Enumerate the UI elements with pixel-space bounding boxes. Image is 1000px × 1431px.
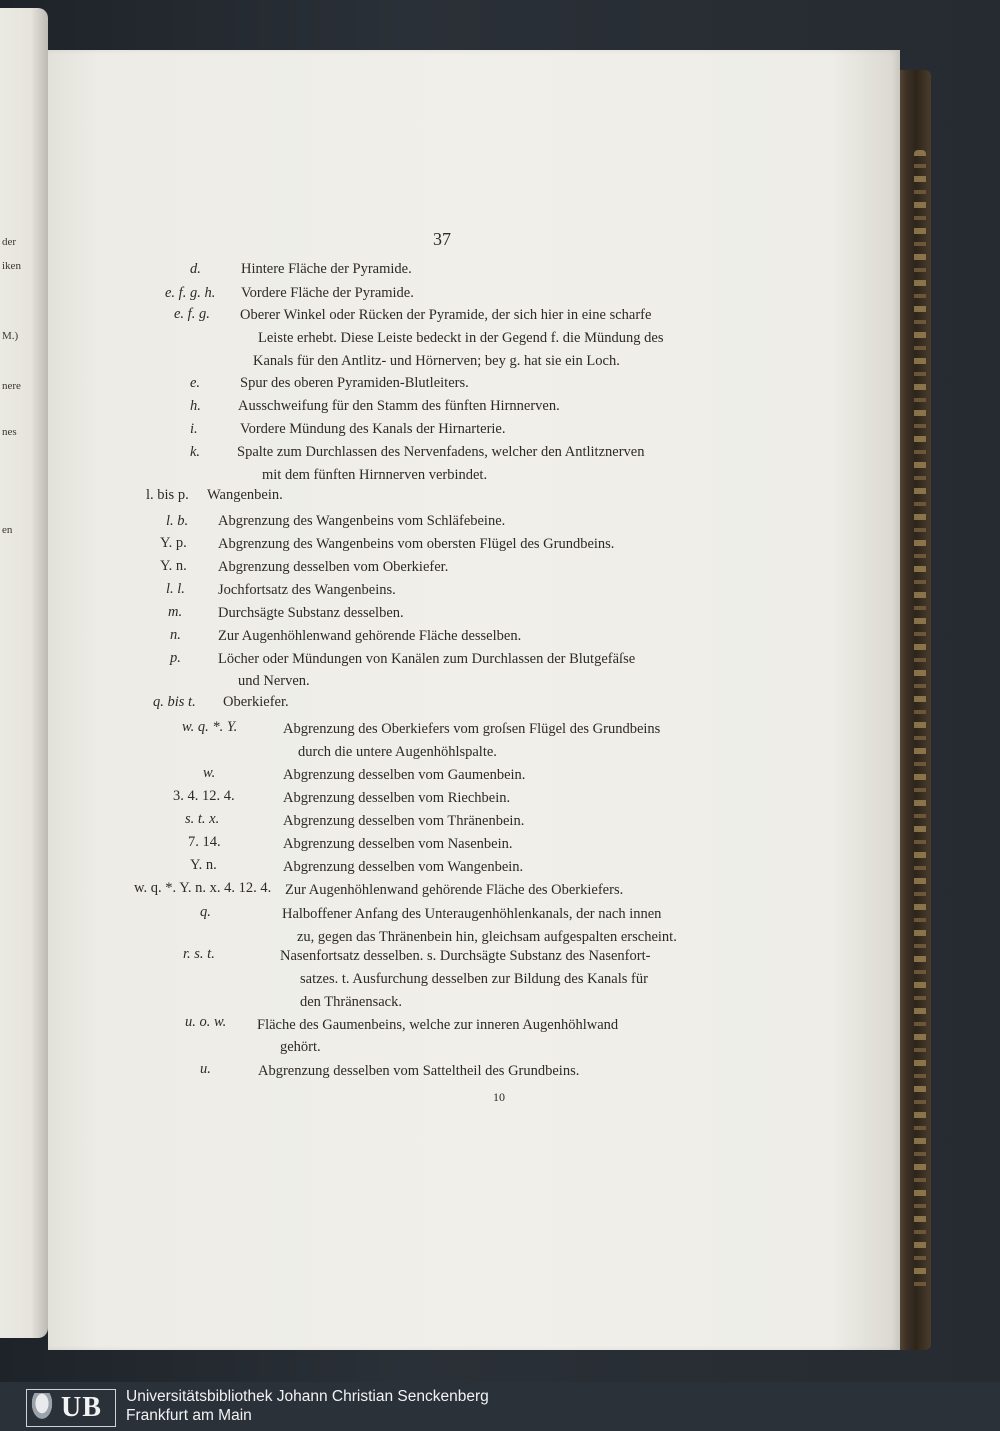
- entry-text: Abgrenzung des Oberkiefers vom groſsen Flügel des Grundbeins: [283, 721, 661, 737]
- entry-text: Abgrenzung desselben vom Oberkiefer.: [218, 559, 449, 575]
- entry-label: d.: [190, 261, 201, 277]
- left-page-fragment: der: [2, 236, 17, 248]
- entry-label: Y. p.: [160, 535, 187, 551]
- entry-label: Y. n.: [190, 857, 217, 873]
- entry-text-continuation: den Thränensack.: [300, 994, 402, 1010]
- left-page-fragment: nere: [2, 380, 21, 392]
- entry-text: Abgrenzung desselben vom Wangenbein.: [283, 859, 524, 875]
- entry-label: w.: [203, 765, 216, 781]
- entry-label: i.: [190, 421, 198, 437]
- entry-text: Vordere Fläche der Pyramide.: [241, 285, 414, 301]
- entry-text: Abgrenzung desselben vom Gaumenbein.: [283, 767, 526, 783]
- entry-text: Wangenbein.: [207, 487, 283, 503]
- entry-text-continuation: durch die untere Augenhöhlspalte.: [298, 744, 497, 760]
- entry-text: Abgrenzung desselben vom Satteltheil des Grundbeins.: [258, 1063, 580, 1079]
- entry-text: Spur des oberen Pyramiden-Blutleiters.: [240, 375, 469, 391]
- entry-text-continuation: Kanals für den Antlitz- und Hörnerven; bey g. hat sie ein Loch.: [253, 353, 620, 369]
- entry-label: p.: [170, 650, 181, 666]
- entry-text: Abgrenzung desselben vom Riechbein.: [283, 790, 511, 806]
- entry-text: Hintere Fläche der Pyramide.: [241, 261, 412, 277]
- entry-text: Durchsägte Substanz desselben.: [218, 605, 404, 621]
- entry-text: Ausschweifung für den Stamm des fünften Hirnnerven.: [238, 398, 560, 414]
- entry-text-continuation: gehört.: [280, 1039, 321, 1055]
- entry-label: k.: [190, 444, 201, 460]
- entry-label: l. b.: [166, 513, 189, 529]
- entry-label: h.: [190, 398, 201, 414]
- entry-text: Oberkiefer.: [223, 694, 289, 710]
- entry-label: l. l.: [166, 581, 185, 597]
- library-logo: [26, 1389, 116, 1427]
- entry-label: 3. 4. 12. 4.: [173, 788, 235, 804]
- entry-text: Oberer Winkel oder Rücken der Pyramide, der sich hier in eine scharfe: [240, 307, 652, 323]
- logo-text: UB: [61, 1392, 102, 1423]
- entry-text: Jochfortsatz des Wangenbeins.: [218, 582, 396, 598]
- entry-label: u. o. w.: [185, 1014, 227, 1030]
- library-location: Frankfurt am Main: [126, 1407, 252, 1424]
- entry-label: e. f. g. h.: [165, 285, 216, 301]
- entry-text: Spalte zum Durchlassen des Nervenfadens, welcher den Antlitznerven: [237, 444, 645, 460]
- entry-label: m.: [168, 604, 183, 620]
- entry-text: Fläche des Gaumenbeins, welche zur inneren Augenhöhlwand: [257, 1017, 619, 1033]
- entry-text: Löcher oder Mündungen von Kanälen zum Durchlassen der Blutgefäſse: [218, 651, 636, 667]
- entry-label: r. s. t.: [183, 946, 215, 962]
- entry-text: Abgrenzung des Wangenbeins vom Schläfebeine.: [218, 513, 506, 529]
- entry-label: q. bis t.: [153, 694, 196, 710]
- entry-text: Vordere Mündung des Kanals der Hirnarterie.: [240, 421, 506, 437]
- entry-label: 7. 14.: [188, 834, 221, 850]
- entry-label: w. q. *. Y.: [182, 719, 238, 735]
- entry-label: l. bis p.: [146, 487, 189, 503]
- left-page-edge: [0, 8, 48, 1338]
- entry-text: Abgrenzung desselben vom Nasenbein.: [283, 836, 513, 852]
- entry-label: s. t. x.: [185, 811, 220, 827]
- left-page-fragment: nes: [2, 426, 17, 438]
- entry-text: Abgrenzung des Wangenbeins vom obersten Flügel des Grundbeins.: [218, 536, 615, 552]
- library-name: Universitätsbibliothek Johann Christian Senckenberg: [126, 1388, 489, 1405]
- binding-ornament: [914, 150, 926, 1290]
- entry-text: Abgrenzung desselben vom Thränenbein.: [283, 813, 525, 829]
- entry-label: Y. n.: [160, 558, 187, 574]
- entry-label: u.: [200, 1061, 211, 1077]
- signature-mark: 10: [493, 1090, 505, 1104]
- entry-text-continuation: Leiste erhebt. Diese Leiste bedeckt in der Gegend f. die Mündung des: [258, 330, 664, 346]
- entry-text-continuation: zu, gegen das Thränenbein hin, gleichsam aufgespalten erscheint.: [297, 929, 677, 945]
- page-number: 37: [433, 229, 451, 249]
- left-page-fragment: iken: [2, 260, 21, 272]
- entry-label: e. f. g.: [174, 306, 210, 322]
- portrait-icon: [29, 1393, 55, 1423]
- entry-text-continuation: und Nerven.: [238, 673, 310, 689]
- entry-label: n.: [170, 627, 181, 643]
- left-page-fragment: M.): [2, 330, 19, 342]
- entry-text: Zur Augenhöhlenwand gehörende Fläche des Oberkiefers.: [285, 882, 624, 898]
- entry-text-continuation: mit dem fünften Hirnnerven verbindet.: [262, 467, 488, 483]
- entry-text: Zur Augenhöhlenwand gehörende Fläche desselben.: [218, 628, 522, 644]
- entry-label: w. q. *. Y. n. x. 4. 12. 4.: [134, 880, 272, 896]
- entry-text: Halboffener Anfang des Unteraugenhöhlenkanals, der nach innen: [282, 906, 662, 922]
- entry-label: q.: [200, 904, 211, 920]
- entry-text-continuation: satzes. t. Ausfurchung desselben zur Bildung des Kanals für: [300, 971, 648, 987]
- entry-text: Nasenfortsatz desselben. s. Durchsägte Substanz des Nasenfort-: [280, 948, 651, 964]
- left-page-fragment: en: [2, 524, 13, 536]
- entry-label: e.: [190, 375, 201, 391]
